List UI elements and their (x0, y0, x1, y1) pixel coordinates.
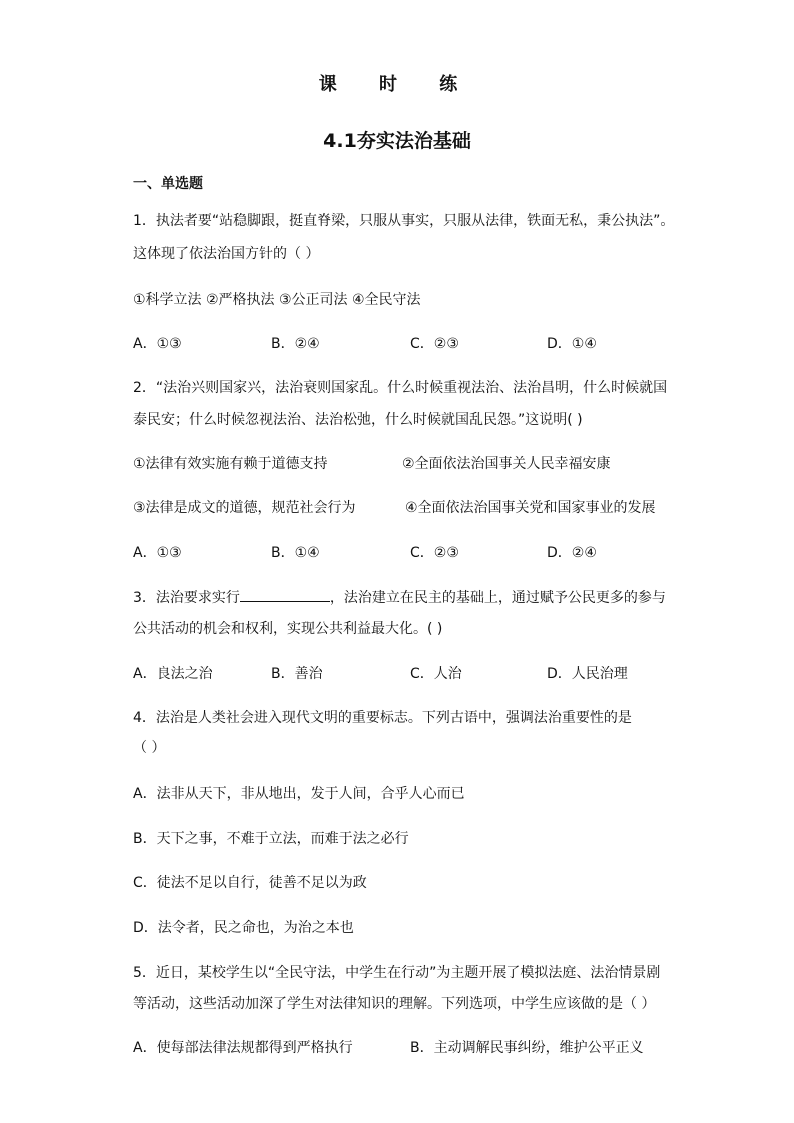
q2-statement-3: ③法律是成文的道德，规范社会行为 (133, 500, 356, 516)
q5-option-b: B．主动调解民事纠纷，维护公平正义 (410, 1040, 644, 1056)
q3-option-b: B．善治 (271, 666, 323, 682)
page-title: 课 时 练 (318, 74, 476, 95)
q4-stem-line1: 4．法治是人类社会进入现代文明的重要标志。下列古语中，强调法治重要性的是 (133, 710, 632, 726)
q2-statement-2: ②全面依法治国事关人民幸福安康 (402, 456, 611, 472)
q2-option-b: B．①④ (271, 545, 320, 561)
q2-statement-4: ④全面依法治国事关党和国家事业的发展 (405, 500, 656, 516)
q5-stem-line1: 5．近日，某校学生以“全民守法，中学生在行动”为主题开展了模拟法庭、法治情景剧 (133, 965, 661, 981)
q3-option-c: C．人治 (410, 666, 462, 682)
q1-option-a: A．①③ (133, 336, 182, 352)
q3-stem-suffix: ，法治建立在民主的基础上，通过赋予公民更多的参与 (329, 590, 666, 606)
section-heading: 一、单选题 (133, 176, 203, 192)
q1-option-d: D．①④ (547, 336, 597, 352)
q3-stem-line1 (133, 589, 666, 607)
q4-option-c: C．徒法不足以自行，徒善不足以为政 (133, 875, 367, 891)
q3-option-d: D．人民治理 (547, 666, 628, 682)
q1-option-c: C．②③ (410, 336, 459, 352)
q4-option-b: B．天下之事，不难于立法，而难于法之必行 (133, 831, 409, 847)
q2-option-c: C．②③ (410, 545, 459, 561)
fill-in-blank (240, 589, 330, 602)
q2-option-d: D．②④ (547, 545, 597, 561)
q1-option-b: B．②④ (271, 336, 320, 352)
q3-stem-line2: 公共活动的机会和权利，实现公共利益最大化。( ) (133, 621, 443, 637)
q2-statement-1: ①法律有效实施有赖于道德支持 (133, 456, 328, 472)
q1-statements: ①科学立法 ②严格执法 ③公正司法 ④全民守法 (133, 292, 421, 308)
q2-stem-line2: 泰民安；什么时候忽视法治、法治松弛，什么时候就国乱民怨。”这说明( ) (133, 412, 583, 428)
q2-stem-line1: 2．“法治兴则国家兴，法治衰则国家乱。什么时候重视法治、法治昌明，什么时候就国 (133, 380, 668, 396)
q4-option-d: D．法令者，民之命也，为治之本也 (133, 920, 354, 936)
q2-option-a: A．①③ (133, 545, 182, 561)
q3-stem-prefix: 3．法治要求实行 (133, 590, 240, 606)
lesson-subtitle: 4.1夯实法治基础 (323, 130, 471, 152)
q4-option-a: A．法非从天下，非从地出，发于人间，合乎人心而已 (133, 786, 465, 802)
q5-stem-line2: 等活动，这些活动加深了学生对法律知识的理解。下列选项，中学生应该做的是（ ） (133, 996, 656, 1012)
q3-option-a: A．良法之治 (133, 666, 213, 682)
q5-option-a: A．使每部法律法规都得到严格执行 (133, 1040, 353, 1056)
q1-stem-line2: 这体现了依法治国方针的（ ） (133, 246, 320, 262)
q1-stem-line1: 1．执法者要“站稳脚跟，挺直脊梁，只服从事实，只服从法律，铁面无私，秉公执法”。 (133, 213, 675, 229)
q4-stem-line2: （ ） (133, 740, 166, 756)
